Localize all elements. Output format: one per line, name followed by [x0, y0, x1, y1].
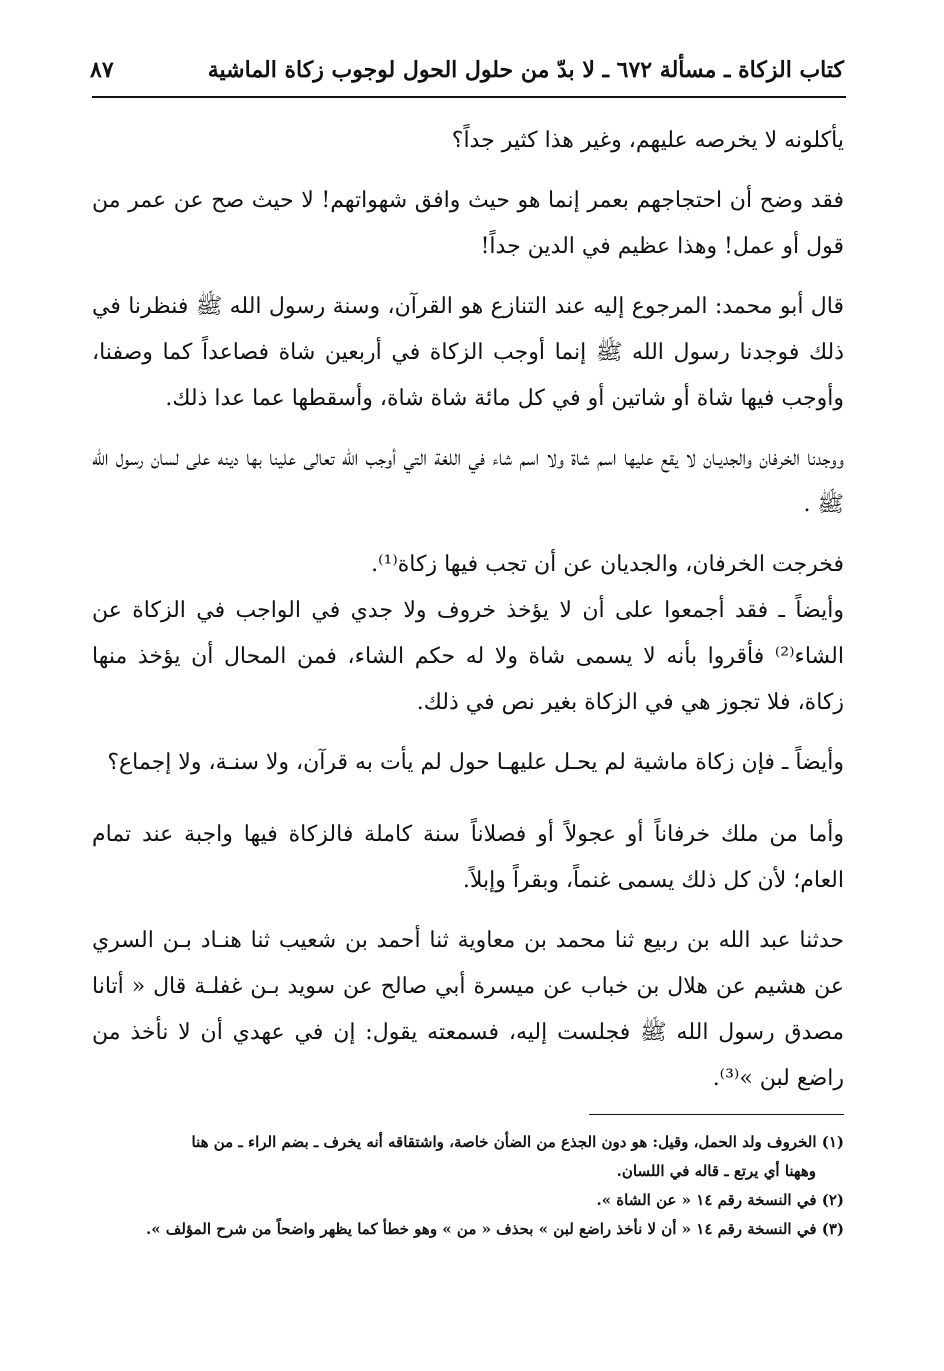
page-number: ٨٧	[90, 57, 114, 83]
footnote-separator	[589, 1114, 844, 1115]
footnote-1-continuation: وههنا أي يرتع ـ قاله في اللسان.	[616, 1162, 816, 1180]
footnote-2: (٢) في النسخة رقم ١٤ « عن الشاة ».	[596, 1191, 844, 1209]
footnote-3: (٣) في النسخة رقم ١٤ « أن لا نأخذ راضع لبن » بحذف « من » وهو خطأ كما يظهر واضحاً من شرح المؤلف ».	[145, 1220, 844, 1238]
paragraph: ووجدنا الخرفان والجديـان لا يقع عليها اسم شاة ولا اسم شاء في اللغة التي أوجب الله تعالى علينا بها دينه على لسان رسول الله ﷺ .	[92, 446, 844, 517]
paragraph: فخرجت الخرفان، والجديان عن أن تجب فيها زكاة⁽¹⁾.	[371, 552, 844, 577]
paragraph: يأكلونه لا يخرصه عليهم، وغير هذا كثير جداً؟	[451, 128, 844, 153]
paragraph: وأيضاً ـ فقد أجمعوا على أن لا يؤخذ خروف ولا جدي في الواجب في الزكاة عن الشاء⁽²⁾ فأقروا بأنه لا يسمى شاة ولا له حكم الشاء، فمن المحال أن يؤخذ منها زكاة، فلا تجوز هي في الزكاة بغير نص في ذلك.	[92, 598, 844, 715]
paragraph: قال أبو محمد: المرجوع إليه عند التنازع هو القرآن، وسنة رسول الله ﷺ فنظرنا في ذلك فوجدنا رسول الله ﷺ إنما أوجب الزكاة في أربعين شاة فصاعداً كما وصفنا، وأوجب فيها شاة أو شاتين أو في كل مائة شاة شاة، وأسقطها عما عدا ذلك.	[92, 294, 844, 411]
paragraph: فقد وضح أن احتجاجهم بعمر إنما هو حيث وافق شهواتهم! لا حيث صح عن عمر من قول أو عمل! وهذا عظيم في الدين جداً!	[92, 188, 844, 259]
paragraph: وأما من ملك خرفاناً أو عجولاً أو فصلاناً سنة كاملة فالزكاة فيها واجبة عند تمام العام؛ لأن كل ذلك يسمى غنماً، وبقراً وإبلاً.	[92, 822, 844, 893]
header-rule	[92, 96, 846, 98]
footnotes	[70, 1128, 844, 1244]
paragraph: وأيضاً ـ فإن زكاة ماشية لم يحـل عليهـا حول لم يأت به قرآن، ولا سنـة، ولا إجماع؟	[107, 750, 844, 775]
running-header	[90, 48, 844, 92]
paragraph: حدثنا عبد الله بن ربيع ثنا محمد بن معاوية ثنا أحمد بن شعيب ثنا هنـاد بـن السري عن هشيم عن هلال بن خباب عن ميسرة أبي صالح عن سويد بـن غفلـة قال « أتانا مصدق رسول الله ﷺ فجلست إليه، فسمعته يقول: إن في عهدي أن لا نأخذ من راضع لبن »⁽³⁾.	[92, 928, 844, 1091]
body-text	[92, 118, 844, 1116]
running-title: كتاب الزكاة ـ مسألة ٦٧٢ ـ لا بدّ من حلول الحول لوجوب زكاة الماشية	[207, 57, 844, 83]
footnote-1: (١) الخروف ولد الحمل، وقيل: هو دون الجذع من الضأن خاصة، واشتقاقه أنه يخرف ـ بضم الراء ـ من هنا	[191, 1133, 844, 1151]
